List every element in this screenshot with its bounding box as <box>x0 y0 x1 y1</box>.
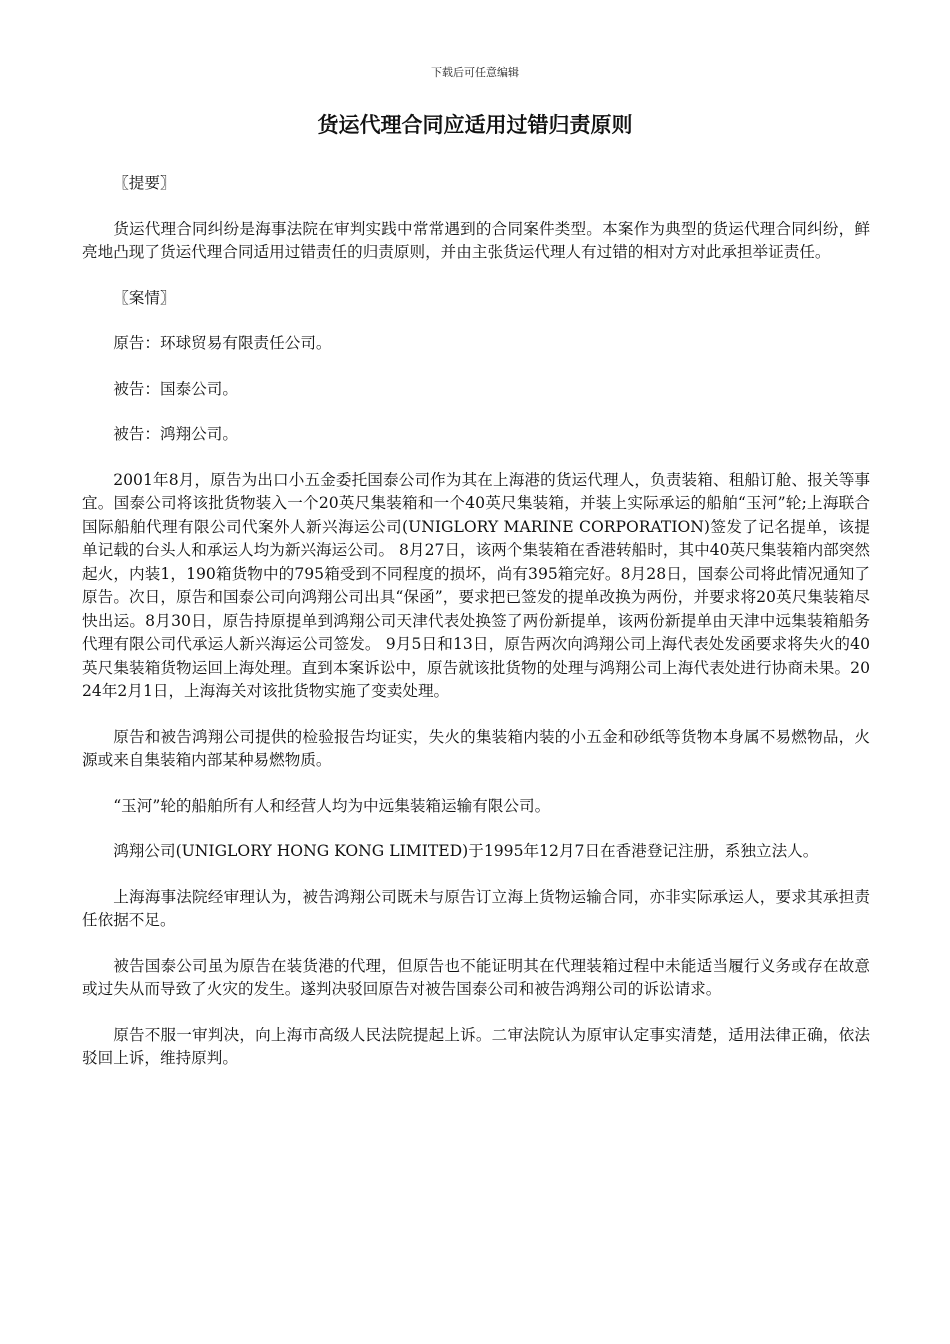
section-heading-case: 〖案情〗 <box>113 288 176 307</box>
company-registration-paragraph: 鸿翔公司(UNIGLORY HONG KONG LIMITED)于1995年12月7日在香港登记注册，系独立法人。 <box>113 842 819 860</box>
document-body <box>82 172 870 1093</box>
document-title: 货运代理合同应适用过错归责原则 <box>317 113 633 137</box>
case-facts-paragraph: 2001年8月，原告为出口小五金委托国泰公司作为其在上海港的货运代理人，负责装箱、租船订舱、报关等事宜。国泰公司将该批货物装入一个20英尺集装箱和一个40英尺集装箱，并装上实际承运的船舶“玉河”轮;上海联合国际船舶代理有限公司代案外人新兴海运公司(UNIGLORY MARINE CORPORATION)签发了记名提单，该提单记载的台头人和承运人均为新兴海运公司。 8月27日，该两个集装箱在香港转船时，其中40英尺集装箱内部突然起火，内装1，190箱货物中的795箱受到不同程度的损坏，尚有395箱完好。8月28日，国泰公司将此情况通知了原告。次日，原告和国泰公司向鸿翔公司出具“保函”，要求把已签发的提单改换为两份，并要求将20英尺集装箱尽快出运。8月30日，原告持原提单到鸿翔公司天津代表处换签了两份新提单，该两份新提单由天津中远集装箱船务代理有限公司代承运人新兴海运公司签发。 9月5日和13日，原告两次向鸿翔公司上海代表处发函要求将失火的40英尺集装箱货物运回上海处理。直到本案诉讼中，原告就该批货物的处理与鸿翔公司上海代表处进行协商未果。2024年2月1日，上海海关对该批货物实施了变卖处理。 <box>82 470 870 700</box>
inspection-paragraph: 原告和被告鸿翔公司提供的检验报告均证实，失火的集装箱内装的小五金和砂纸等货物本身属不易燃物品，火源或来自集装箱内部某种易燃物质。 <box>82 727 870 769</box>
summary-paragraph: 货运代理合同纠纷是海事法院在审判实践中常常遇到的合同案件类型。本案作为典型的货运代理合同纠纷，鲜亮地凸现了货运代理合同适用过错责任的归责原则，并由主张货运代理人有过错的相对方对此承担举证责任。 <box>82 219 870 261</box>
defendant-line-1: 被告：国泰公司。 <box>113 379 238 398</box>
defendant-line-2: 被告：鸿翔公司。 <box>113 425 238 443</box>
plaintiff-line: 原告：环球贸易有限责任公司。 <box>113 334 332 352</box>
judgment-paragraph: 被告国泰公司虽为原告在装货港的代理，但原告也不能证明其在代理装箱过程中未能适当履行义务或存在故意或过失从而导致了火灾的发生。遂判决驳回原告对被告国泰公司和被告鸿翔公司的诉讼请求。 <box>82 956 870 998</box>
court-opinion-paragraph: 上海海事法院经审理认为，被告鸿翔公司既未与原告订立海上货物运输合同，亦非实际承运人，要求其承担责任依据不足。 <box>82 887 870 929</box>
header-note: 下载后可任意编辑 <box>431 66 519 79</box>
ship-owner-paragraph: “玉河”轮的船舶所有人和经营人均为中远集装箱运输有限公司。 <box>113 796 551 815</box>
section-heading-summary: 〖提要〗 <box>113 174 176 192</box>
appeal-paragraph: 原告不服一审判决，向上海市高级人民法院提起上诉。二审法院认为原审认定事实清楚，适用法律正确，依法驳回上诉，维持原判。 <box>82 1025 870 1067</box>
